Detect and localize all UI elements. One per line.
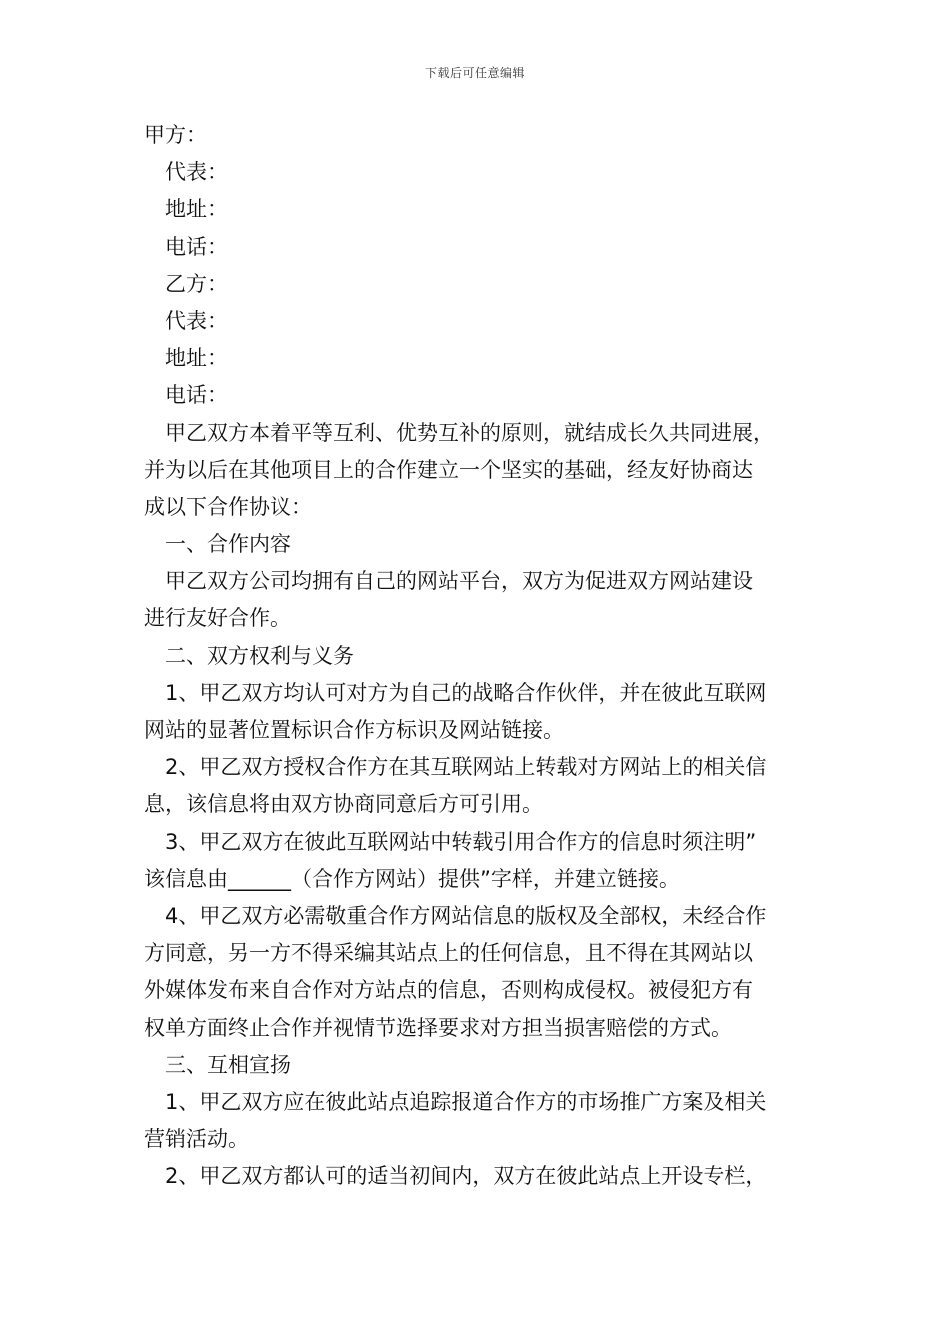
section-heading: 二、双方权利与义务 <box>165 643 354 668</box>
paragraph-line: 方同意，另一方不得采编其站点上的任何信息，且不得在其网站以 <box>144 941 753 966</box>
paragraph-line: 2、甲乙双方授权合作方在其互联网站上转载对方网站上的相关信 <box>165 755 767 780</box>
section-heading: 一、合作内容 <box>165 532 291 557</box>
paragraph-line: 该信息由______（合作方网站）提供”字样，并建立链接。 <box>144 866 680 891</box>
contract-body <box>144 117 814 1195</box>
paragraph-line: 4、甲乙双方必需敬重合作方网站信息的版权及全部权，未经合作 <box>165 903 767 928</box>
paragraph-line: 并为以后在其他项目上的合作建立一个坚实的基础，经友好协商达 <box>144 457 753 482</box>
paragraph-line: 进行友好合作。 <box>144 606 291 631</box>
party-a-label: 甲方： <box>144 123 207 147</box>
party-a-phone: 电话： <box>165 234 228 259</box>
paragraph-line: 1、甲乙双方应在彼此站点追踪报道合作方的市场推广方案及相关 <box>165 1089 767 1114</box>
paragraph-line: 甲乙双方本着平等互利、优势互补的原则，就结成长久共同进展， <box>165 420 774 445</box>
section-heading: 三、互相宣扬 <box>165 1052 291 1077</box>
party-a-address: 地址： <box>165 197 228 222</box>
party-b-phone: 电话： <box>165 383 228 408</box>
paragraph-line: 甲乙双方公司均拥有自己的网站平台，双方为促进双方网站建设 <box>165 569 753 594</box>
paragraph-line: 2、甲乙双方都认可的适当初间内，双方在彼此站点上开设专栏， <box>165 1164 767 1189</box>
paragraph-line: 权单方面终止合作并视情节选择要求对方担当损害赔偿的方式。 <box>144 1015 732 1040</box>
page-header-note: 下载后可任意编辑 <box>424 66 525 80</box>
party-b-label: 乙方： <box>165 271 228 296</box>
paragraph-line: 网站的显著位置标识合作方标识及网站链接。 <box>144 718 564 742</box>
paragraph-line: 外媒体发布来自合作对方站点的信息，否则构成侵权。被侵犯方有 <box>144 978 753 1003</box>
paragraph-line: 1、甲乙双方均认可对方为自己的战略合作伙伴，并在彼此互联网 <box>165 680 767 705</box>
paragraph-line: 3、甲乙双方在彼此互联网站中转载引用合作方的信息时须注明” <box>165 829 757 854</box>
party-b-address: 地址： <box>165 346 228 371</box>
party-a-representative: 代表： <box>165 160 228 185</box>
paragraph-line: 息，该信息将由双方协商同意后方可引用。 <box>144 792 543 817</box>
paragraph-line: 营销活动。 <box>144 1127 249 1152</box>
party-b-representative: 代表： <box>165 308 228 333</box>
paragraph-line: 成以下合作协议： <box>144 494 312 519</box>
